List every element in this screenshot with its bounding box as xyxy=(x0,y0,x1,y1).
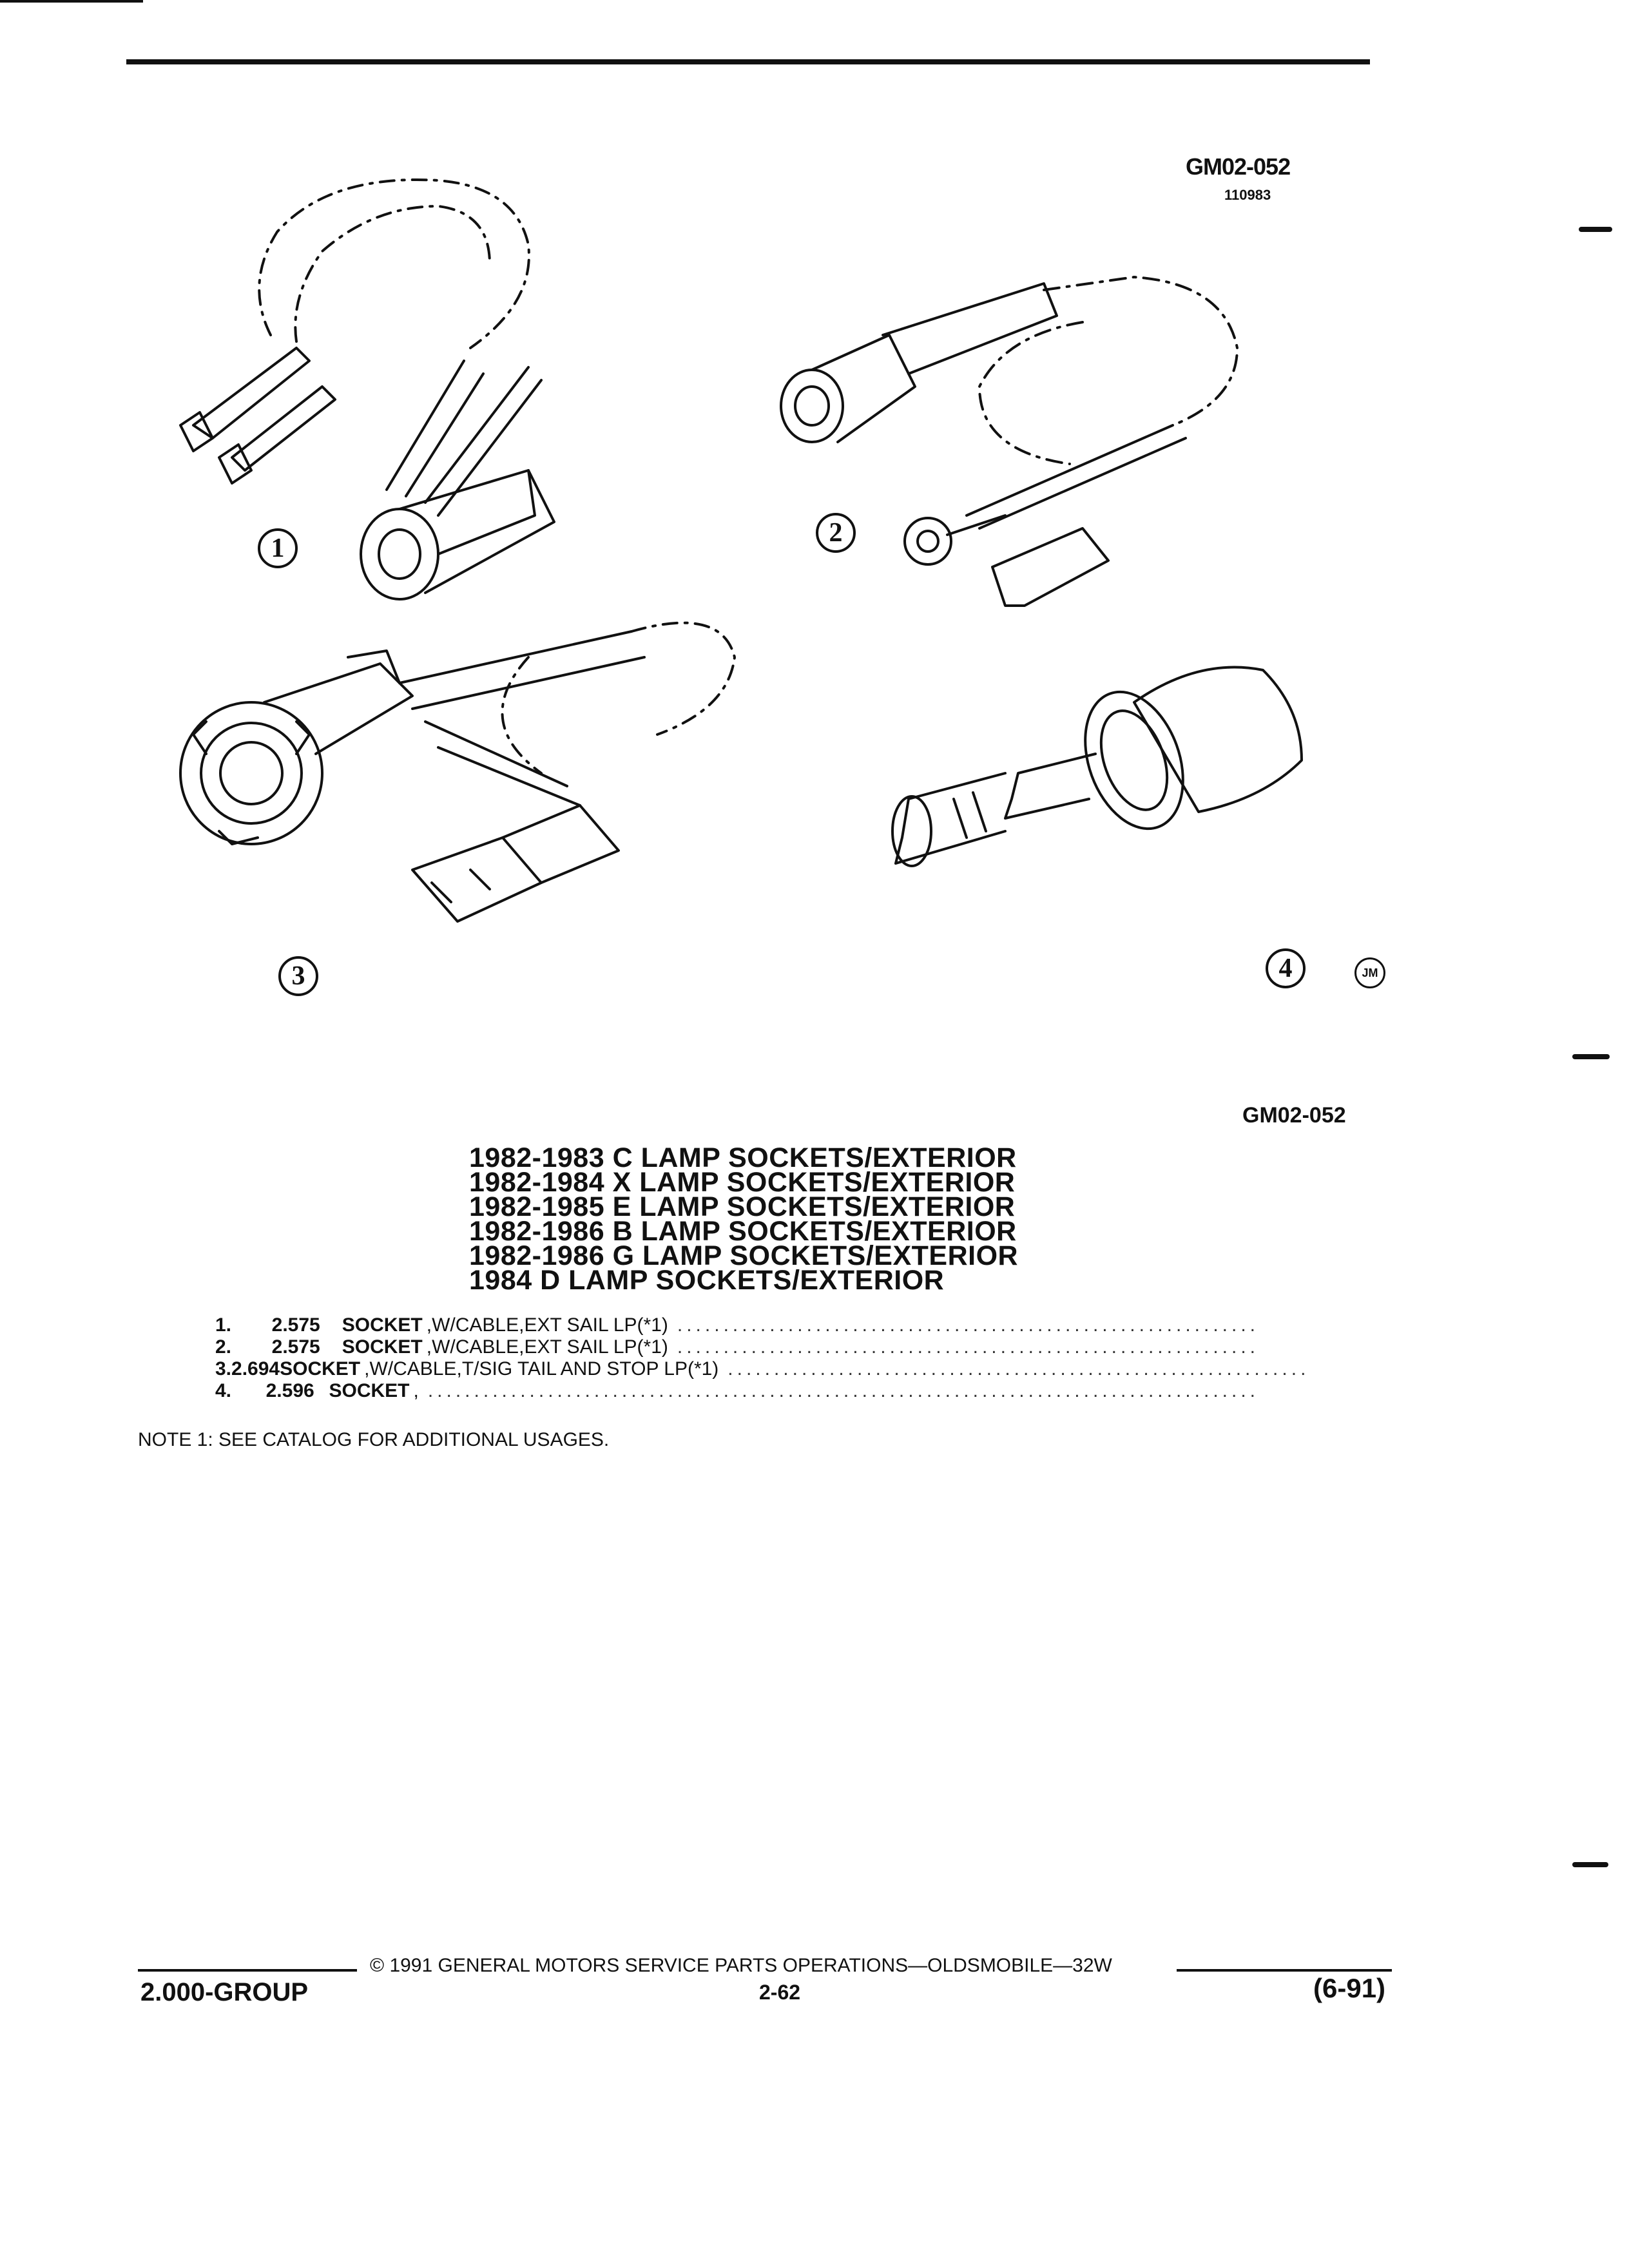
callout-3: 3 xyxy=(278,956,318,996)
part-name: SOCKET xyxy=(280,1358,361,1379)
part-row xyxy=(215,1380,1259,1402)
footer-group: 2.000-GROUP xyxy=(140,1978,309,2006)
title-line: 1982-1984 X LAMP SOCKETS/EXTERIOR xyxy=(469,1167,1016,1198)
part-row xyxy=(215,1358,1310,1380)
title-line: 1982-1986 G LAMP SOCKETS/EXTERIOR xyxy=(469,1240,1019,1271)
part-row xyxy=(215,1314,1259,1336)
lamp-sockets-illustration xyxy=(168,155,1392,1057)
title-line: 1982-1986 B LAMP SOCKETS/EXTERIOR xyxy=(469,1216,1017,1247)
figure-id-sub: 110983 xyxy=(1224,187,1271,203)
top-corner-mark xyxy=(0,0,143,3)
part-code: 2.575 xyxy=(271,1314,320,1336)
title-line: 1984 D LAMP SOCKETS/EXTERIOR xyxy=(469,1265,945,1296)
part-number: 3. xyxy=(215,1358,232,1379)
socket-2-drawing xyxy=(781,277,1237,606)
callout-2: 2 xyxy=(816,513,856,553)
leader-dots: ............................................................... xyxy=(728,1358,1310,1379)
part-name: SOCKET xyxy=(342,1314,423,1336)
scan-mark xyxy=(1572,1862,1608,1867)
scan-mark xyxy=(1572,1054,1610,1059)
usage-note: NOTE 1: SEE CATALOG FOR ADDITIONAL USAGES. xyxy=(138,1429,610,1450)
callout-4: 4 xyxy=(1266,948,1306,988)
part-description: ,W/CABLE,EXT SAIL LP(*1) xyxy=(426,1314,668,1336)
callout-1: 1 xyxy=(258,528,298,568)
footer-copyright: © 1991 GENERAL MOTORS SERVICE PARTS OPERATIONS—OLDSMOBILE—32W xyxy=(370,1955,1112,1976)
part-description: , xyxy=(413,1380,419,1401)
footer-date: (6-91) xyxy=(1313,1973,1386,2003)
part-number: 4. xyxy=(215,1380,232,1401)
figure-id-bottom: GM02-052 xyxy=(1242,1103,1346,1128)
title-line: 1982-1985 E LAMP SOCKETS/EXTERIOR xyxy=(469,1191,1016,1222)
part-code: 2.596 xyxy=(265,1380,314,1401)
header-rule xyxy=(126,59,1370,64)
part-row xyxy=(215,1336,1259,1358)
scan-mark xyxy=(1579,227,1612,232)
part-code: 2.575 xyxy=(271,1336,320,1358)
leader-dots: ............................................................... xyxy=(677,1336,1259,1358)
footer-page-number: 2-62 xyxy=(759,1981,801,2004)
socket-3-drawing xyxy=(180,623,735,921)
parts-list xyxy=(215,1314,1310,1402)
leader-dots: ............................................................... xyxy=(677,1314,1259,1336)
leader-dots: .......................................................................................... xyxy=(427,1380,1259,1401)
part-code: 2.694 xyxy=(231,1358,280,1379)
footer-rule-right xyxy=(1177,1969,1392,1972)
part-number: 2. xyxy=(215,1336,232,1358)
title-line: 1982-1983 C LAMP SOCKETS/EXTERIOR xyxy=(469,1142,1017,1173)
part-name: SOCKET xyxy=(342,1336,423,1358)
part-description: ,W/CABLE,EXT SAIL LP(*1) xyxy=(426,1336,668,1358)
socket-1-drawing xyxy=(180,180,554,599)
socket-4-drawing xyxy=(892,668,1302,866)
jm-logo: JM xyxy=(1354,957,1385,988)
title-block xyxy=(469,1142,1113,1296)
footer-rule-left xyxy=(138,1969,357,1972)
part-name: SOCKET xyxy=(329,1380,410,1401)
figure-id-top: GM02-052 xyxy=(1186,153,1291,180)
part-description: ,W/CABLE,T/SIG TAIL AND STOP LP(*1) xyxy=(364,1358,719,1379)
part-number: 1. xyxy=(215,1314,232,1336)
